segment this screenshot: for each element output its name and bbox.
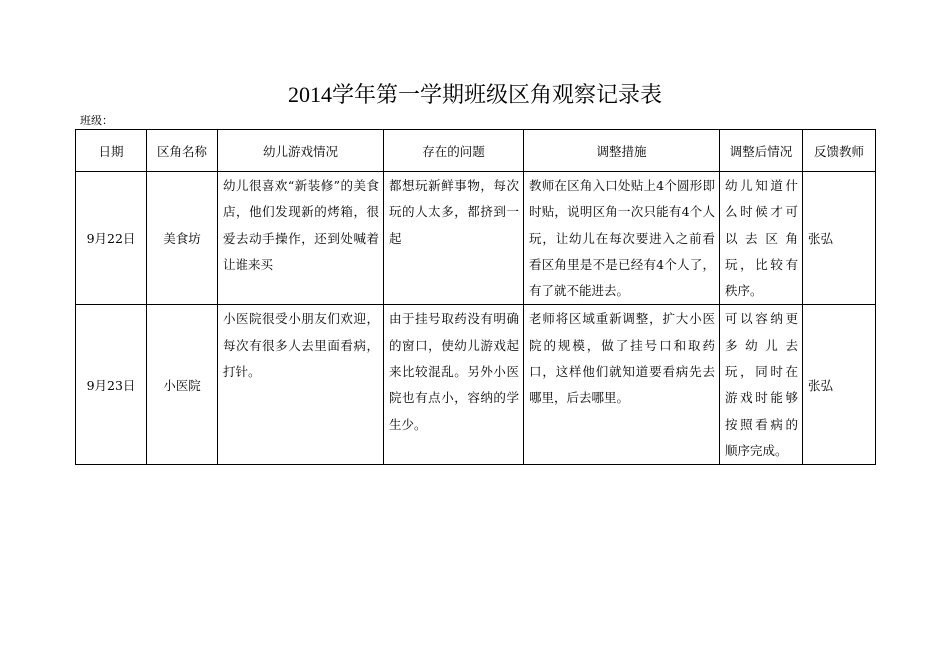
table-row: [76, 305, 876, 465]
play-situation-text: 幼儿很喜欢“新装修”的美食店，他们发现新的烤箱，很爱去动手操作，还到处喊着让谁来买: [223, 178, 379, 272]
header-measures: 调整措施: [524, 130, 720, 172]
cell-date: 9月22日: [76, 172, 147, 305]
cell-date: 9月23日: [76, 305, 147, 465]
cell-play-situation: [218, 172, 384, 305]
cell-after-adjustment: [720, 305, 803, 465]
cell-measures: [524, 172, 720, 305]
cell-after-adjustment: [720, 172, 803, 305]
after-adjustment-text: 幼儿知道什么时候才可以去区角玩，比较有秩序。: [725, 178, 798, 299]
problems-text: 由于挂号取药没有明确的窗口，使幼儿游戏起来比较混乱。另外小医院也有点小，容纳的学生少。: [389, 311, 519, 432]
table-header-row: [76, 130, 876, 172]
cell-problems: [384, 305, 524, 465]
cell-area-name: 小医院: [147, 305, 218, 465]
table-row: [76, 172, 876, 305]
header-date: 日期: [76, 130, 147, 172]
play-situation-text: 小医院很受小朋友们欢迎，每次有很多人去里面看病，打针。: [223, 311, 379, 380]
header-after-adjustment: 调整后情况: [720, 130, 803, 172]
observation-record-table: [75, 129, 876, 465]
header-play-situation: 幼儿游戏情况: [218, 130, 384, 172]
measures-text: 老师将区域重新调整，扩大小医院的规模，做了挂号口和取药口，这样他们就知道要看病先去哪里，后去哪里。: [529, 311, 715, 406]
cell-play-situation: [218, 305, 384, 465]
cell-problems: [384, 172, 524, 305]
cell-feedback-teacher: 张弘: [803, 172, 876, 305]
header-area-name: 区角名称: [147, 130, 218, 172]
header-feedback-teacher: 反馈教师: [803, 130, 876, 172]
measures-text: 教师在区角入口处贴上4个圆形即时贴，说明区角一次只能有4个人玩，让幼儿在每次要进入之前看看区角里是不是已经有4个人了，有了就不能进去。: [529, 178, 715, 299]
header-problems: 存在的问题: [384, 130, 524, 172]
cell-area-name: 美食坊: [147, 172, 218, 305]
after-adjustment-text: 可以容纳更多幼儿去玩，同时在游戏时能够按照看病的顺序完成。: [725, 311, 798, 458]
cell-feedback-teacher: 张弘: [803, 305, 876, 465]
problems-text: 都想玩新鲜事物，每次玩的人太多，都挤到一起: [389, 178, 519, 246]
class-label: 班级：: [80, 114, 113, 127]
cell-measures: [524, 305, 720, 465]
document-title: 2014学年第一学期班级区角观察记录表: [287, 82, 662, 107]
